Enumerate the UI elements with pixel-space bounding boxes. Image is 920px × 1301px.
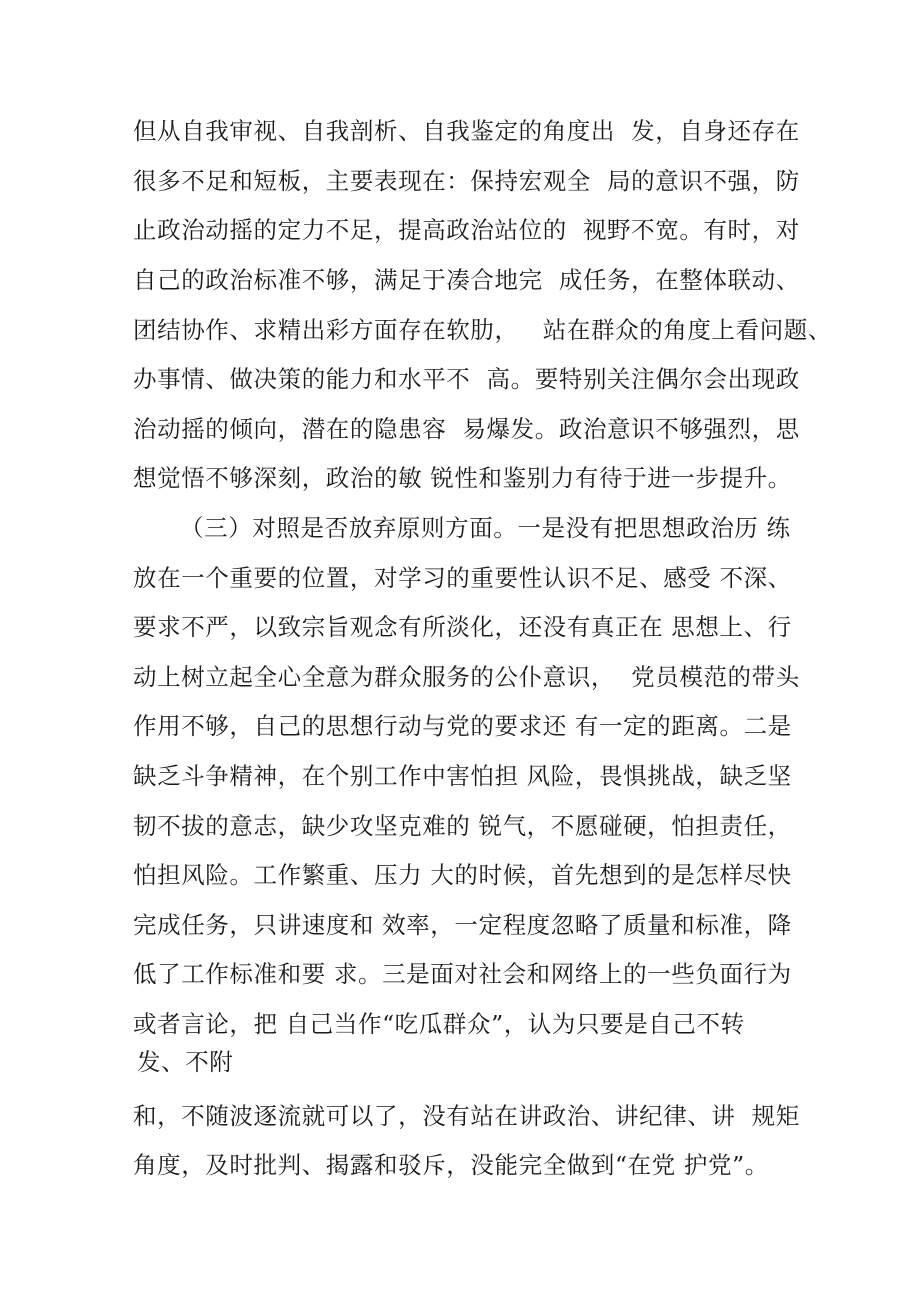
text-line: 完成任务，只讲速度和 效率，一定程度忽略了质量和标准，降 (133, 911, 792, 939)
section-heading-line: （三）对照是否放弃原则方面。一是没有把思想政治历 练 (180, 514, 791, 542)
text-line: 角度，及时批判、揭露和驳斥，没能完全做到“在党 护党”。 (133, 1151, 769, 1179)
text-line: 缺乏斗争精神，在个别工作中害怕担 风险，畏惧挑战，缺乏坚 (133, 762, 792, 790)
text-line: 团结协作、求精出彩方面存在软肋， 站在群众的角度上看问题、 (133, 316, 833, 344)
text-line: 很多不足和短板，主要表现在：保持宏观全 局的意识不强，防 (133, 167, 800, 195)
text-line: 动上树立起全心全意为群众服务的公仆意识， 党员模范的带头 (133, 663, 800, 691)
text-line: 发、不附 (137, 1048, 234, 1076)
text-line: 要求不严，以致宗旨观念有所淡化，还没有真正在 思想上、行 (133, 613, 792, 641)
text-line: 放在一个重要的位置，对学习的重要性认识不足、感受 不深、 (133, 564, 792, 592)
text-line: 低了工作标准和要 求。三是面对社会和网络上的一些负面行为 (133, 960, 792, 988)
text-line: 止政治动摇的定力不足，提高政治站位的 视野不宽。有时，对 (133, 216, 800, 244)
text-line: 治动摇的倾向，潜在的隐患容 易爆发。政治意识不够强烈，思 (133, 415, 800, 443)
text-line: 但从自我审视、自我剖析、自我鉴定的角度出 发，自身还存在 (133, 117, 800, 145)
text-line: 韧不拔的意志，缺少攻坚克难的 锐气，不愿碰硬，怕担责任， (133, 812, 792, 840)
text-line: 和，不随波逐流就可以了，没有站在讲政治、讲纪律、讲 规矩 (133, 1102, 800, 1130)
text-line: 或者言论，把 自己当作“吃瓜群众”，认为只要是自己不转 (133, 1010, 745, 1038)
text-line: 自己的政治标准不够，满足于凑合地完 成任务，在整体联动、 (133, 266, 800, 294)
text-line: 想觉悟不够深刻，政治的敏 锐性和鉴别力有待于进一步提升。 (133, 464, 792, 492)
text-line: 作用不够，自己的思想行动与党的要求还 有一定的距离。二是 (133, 712, 792, 740)
text-line: 办事情、做决策的能力和水平不 高。要特别关注偶尔会出现政 (133, 365, 800, 393)
text-line: 怕担风险。工作繁重、压力 大的时候，首先想到的是怎样尽快 (133, 861, 792, 889)
